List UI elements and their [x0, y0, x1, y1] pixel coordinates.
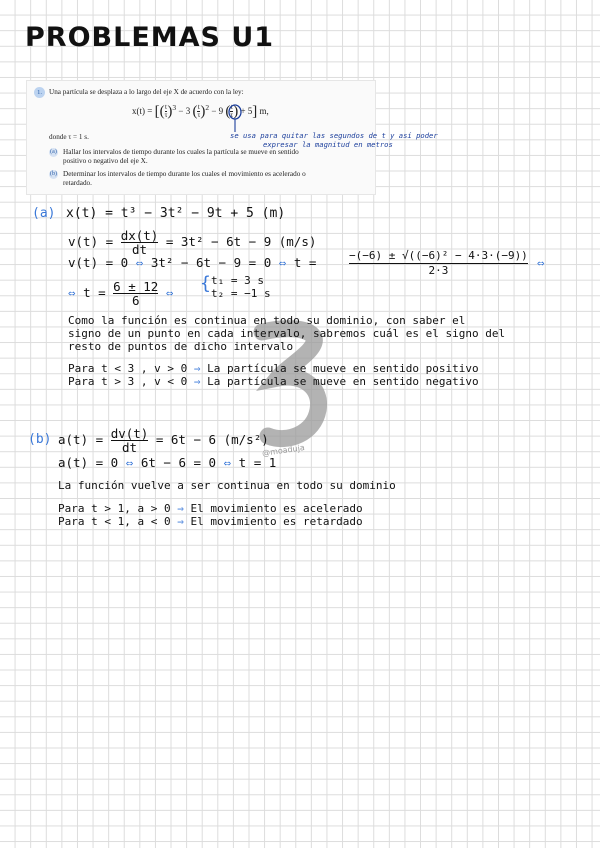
- coef-3: + 5: [240, 106, 253, 116]
- problem-intro: Una partícula se desplaza a lo largo del eje X de acuerdo con la ley:: [49, 88, 244, 96]
- acceleration-zero: a(t) = 0: [58, 455, 119, 470]
- exp-2: 2: [205, 103, 210, 112]
- coef-2: − 9: [211, 106, 224, 116]
- case-t-less-1: [58, 515, 363, 528]
- position-law-formula: x(t) = [( $\frac{t}{\tau}$ )$^3$ − 3 ( $\frac{t}{\tau}$ )$^2$ − 9 ( $\frac{t}{\tau}$ ) + 5] m,: [132, 103, 269, 120]
- tau-definition: donde τ = 1 s.: [49, 133, 89, 141]
- acceleration-lhs: a(t) =: [58, 432, 104, 447]
- roots-den: 6: [113, 293, 158, 307]
- velocity-zero-line: [68, 255, 316, 270]
- position-equation: x(t) = t³ − 3t² − 9t + 5 (m): [66, 206, 286, 221]
- part-b-badge: (b): [50, 171, 57, 177]
- frac-den: τ: [197, 111, 201, 120]
- formula-unit: m,: [259, 106, 269, 116]
- case-result: La partícula se mueve en sentido negativo: [207, 375, 479, 388]
- implies-arrow-icon: ⇒: [193, 375, 201, 388]
- problem-number: 1.: [34, 87, 45, 98]
- case-t-less-3: [68, 362, 479, 375]
- case-result: La partícula se mueve en sentido positivo: [207, 362, 479, 375]
- part-b-statement-2: retardado.: [63, 179, 92, 187]
- watermark-handle: @moaduja: [261, 443, 306, 458]
- part-a-badge: (a): [50, 149, 57, 155]
- part-b-label: (b): [28, 432, 52, 447]
- root-1: t₁ = 3 s: [211, 274, 264, 287]
- quadratic-num: −(−6) ± √((−6)² − 4·3·(−9)): [349, 249, 528, 262]
- frac-num: t: [230, 103, 233, 112]
- iff-arrow-icon: ⇔: [135, 255, 144, 270]
- coef-1: − 3: [178, 106, 191, 116]
- case-condition: Para t < 3 , v > 0: [68, 362, 188, 375]
- part-b-statement-1: Determinar los intervalos de tiempo durante los cuales el movimiento es acelerado o: [63, 170, 306, 178]
- annotation-line-1: se usa para quitar las segundos de t y así poder: [230, 131, 438, 140]
- implies-arrow-icon: ⇒: [177, 502, 184, 515]
- quadratic-den: 2·3: [349, 263, 528, 278]
- case-t-greater-1: [58, 502, 363, 515]
- case-result: El movimiento es acelerado: [190, 502, 363, 515]
- linear-equation: 6t − 6 = 0: [140, 455, 217, 470]
- frac-num: t: [197, 103, 200, 112]
- velocity-zero: v(t) = 0: [68, 255, 129, 270]
- velocity-num: dx(t): [120, 228, 159, 243]
- explanation-line-2: signo de un punto en cada intervalo, sabremos cuál es el signo del: [68, 327, 506, 340]
- frac-den: τ: [164, 111, 168, 120]
- velocity-equation: [68, 229, 316, 256]
- velocity-den: dt: [121, 242, 159, 256]
- case-condition: Para t > 1, a > 0: [58, 502, 171, 515]
- acceleration-rhs: = 6t − 6 (m/s²): [155, 432, 269, 447]
- implies-arrow-icon: ⇒: [177, 515, 184, 528]
- annotation-line-2: expresar la magnitud en metros: [263, 140, 393, 149]
- iff-arrow-icon: ⇔: [125, 455, 134, 470]
- acceleration-num: dv(t): [110, 426, 149, 441]
- explanation-line-3: resto de puntos de dicho intervalo: [68, 340, 294, 353]
- frac-den: τ: [230, 111, 234, 120]
- case-t-greater-3: [68, 375, 479, 388]
- root-2: t₂ = −1 s: [211, 287, 271, 300]
- case-condition: Para t < 1, a < 0: [58, 515, 171, 528]
- velocity-rhs: = 3t² − 6t − 9 (m/s): [165, 234, 317, 249]
- part-a-statement-1: Hallar los intervalos de tiempo durante los cuales la partícula se mueve en sentido: [63, 148, 299, 156]
- exp-3: 3: [172, 103, 177, 112]
- continuity-note: La función vuelve a ser continua en todo su dominio: [58, 479, 396, 492]
- roots-num: 6 ± 12: [113, 279, 159, 294]
- iff-arrow-icon: ⇔: [223, 455, 232, 470]
- part-a-label: (a): [32, 206, 56, 221]
- iff-arrow-icon: ⇔: [278, 255, 287, 270]
- brace-icon: {: [200, 273, 211, 294]
- iff-arrow-icon: ⇔: [165, 285, 174, 300]
- roots-line: [68, 280, 173, 307]
- frac-num: t: [165, 103, 167, 112]
- part-a-statement-2: positivo o negativo del eje X.: [63, 157, 148, 165]
- velocity-lhs: v(t) =: [68, 234, 114, 249]
- t-equals: t =: [83, 285, 106, 300]
- implies-arrow-icon: ⇒: [193, 362, 201, 375]
- acceleration-den: dt: [111, 440, 149, 454]
- acceleration-root: t = 1: [238, 455, 277, 470]
- iff-arrow-icon: ⇔: [537, 255, 545, 270]
- formula-lhs: x(t) =: [132, 106, 153, 116]
- t-equals: t =: [293, 255, 317, 270]
- acceleration-zero-line: [58, 455, 276, 470]
- acceleration-equation: [58, 427, 269, 454]
- page-title: PROBLEMAS U1: [25, 22, 275, 53]
- case-condition: Para t > 3 , v < 0: [68, 375, 188, 388]
- case-result: El movimiento es retardado: [190, 515, 363, 528]
- iff-arrow-icon: ⇔: [68, 285, 76, 300]
- quadratic-formula: [349, 249, 528, 278]
- quadratic-equation: 3t² − 6t − 9 = 0: [150, 255, 272, 270]
- explanation-line-1: Como la función es continua en todo su dominio, con saber el: [68, 314, 466, 327]
